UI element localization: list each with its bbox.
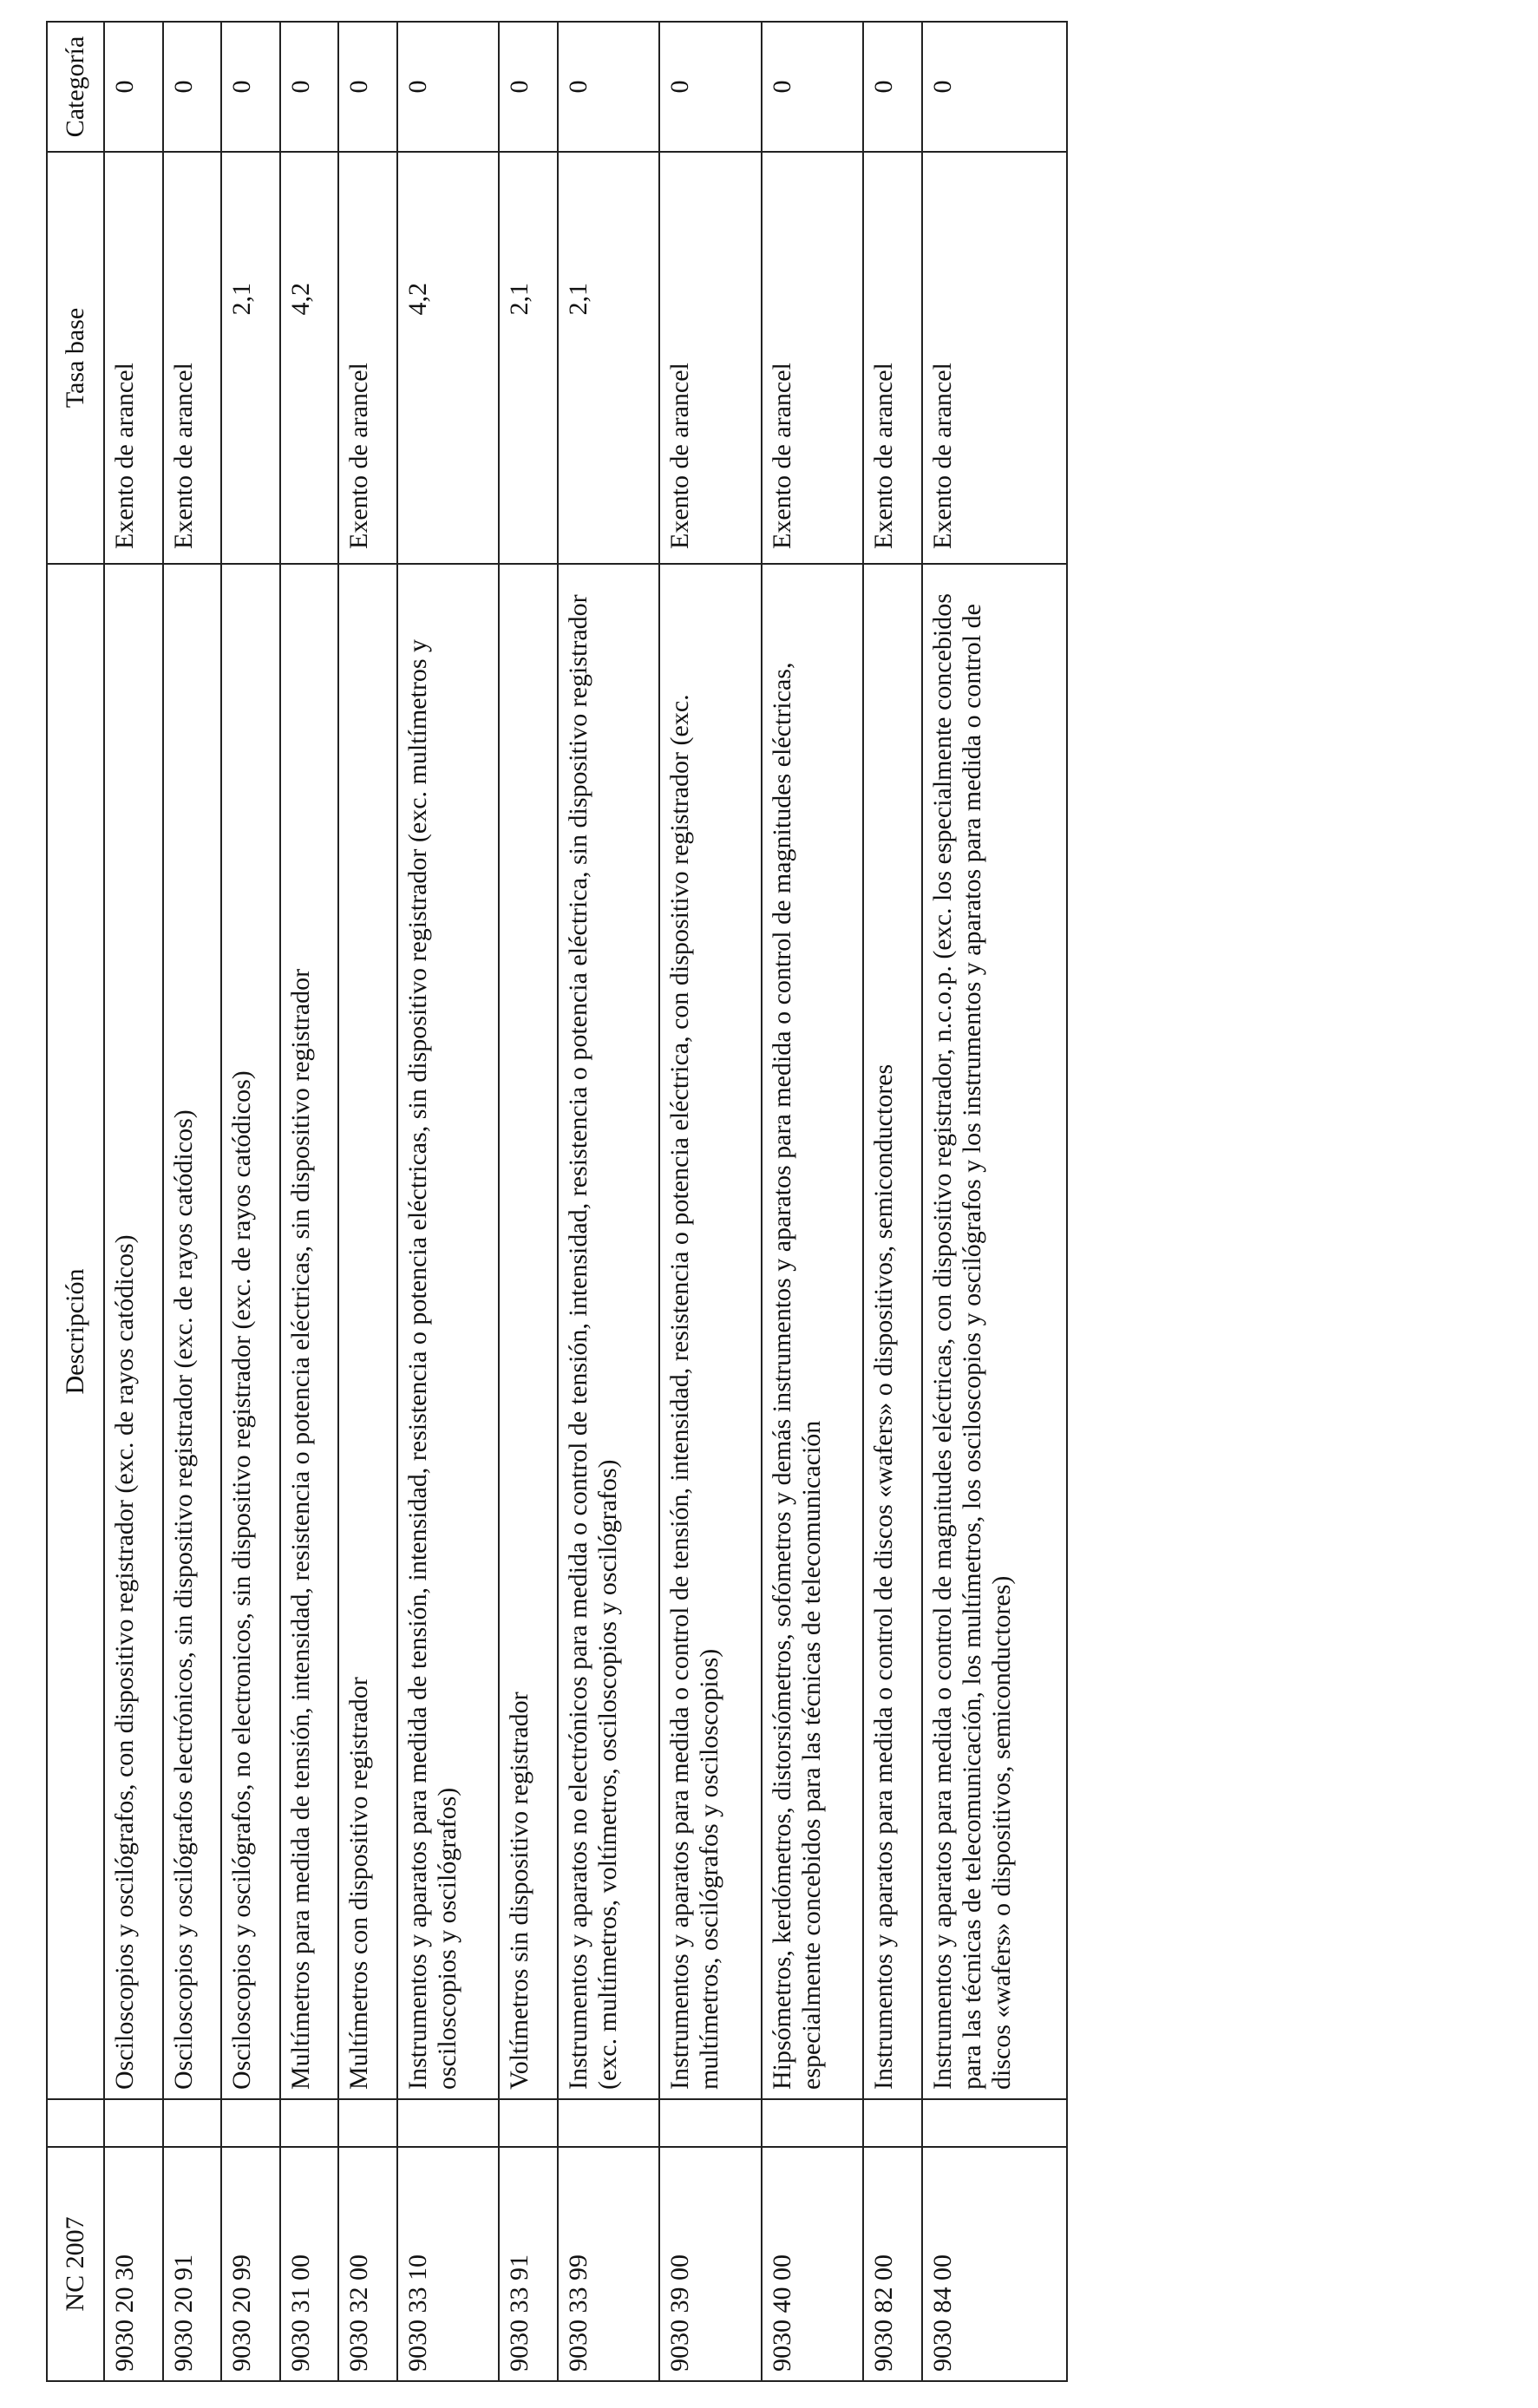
description-cell: Osciloscopios y oscilógrafos electrónicos, sin dispositivo registrador (exc. de rayos catódicos) (163, 564, 222, 2099)
spacer-cell (104, 2099, 163, 2147)
description-cell: Instrumentos y aparatos para medida de tensión, intensidad, resistencia o potencia eléctricas, sin dispositivo registrador (exc. multímetros y osciloscopios y oscilógrafos) (397, 564, 499, 2099)
category-cell: 0 (397, 22, 499, 152)
category-cell: 0 (558, 22, 659, 152)
rotated-page (46, 23, 1068, 2382)
code-cell: 9030 82 00 (863, 2147, 922, 2381)
table-row (104, 22, 163, 2381)
rate-cell: 4,2 (280, 152, 339, 564)
header-spacer (47, 2099, 104, 2147)
table-row (558, 22, 659, 2381)
code-cell: 9030 40 00 (762, 2147, 863, 2381)
table-row (922, 22, 1067, 2381)
category-cell: 0 (659, 22, 761, 152)
rate-cell: Exento de arancel (922, 152, 1067, 564)
header-description: Descripción (47, 564, 104, 2099)
header-category: Categoría (47, 22, 104, 152)
table-row (762, 22, 863, 2381)
spacer-cell (280, 2099, 339, 2147)
rate-cell: Exento de arancel (104, 152, 163, 564)
spacer-cell (338, 2099, 397, 2147)
spacer-cell (397, 2099, 499, 2147)
rate-cell: Exento de arancel (762, 152, 863, 564)
code-cell: 9030 33 10 (397, 2147, 499, 2381)
description-cell: Instrumentos y aparatos no electrónicos para medida o control de tensión, intensidad, resistencia o potencia eléctrica, sin dispositivo registrador (exc. multímetros, voltímetros, osciloscopios y oscilógrafos) (558, 564, 659, 2099)
category-cell: 0 (280, 22, 339, 152)
header-code: NC 2007 (47, 2147, 104, 2381)
code-cell: 9030 33 91 (499, 2147, 558, 2381)
tariff-table (46, 21, 1068, 2382)
spacer-cell (163, 2099, 222, 2147)
code-cell: 9030 31 00 (280, 2147, 339, 2381)
spacer-cell (558, 2099, 659, 2147)
rate-cell: 4,2 (397, 152, 499, 564)
spacer-cell (221, 2099, 280, 2147)
rate-cell: 2,1 (558, 152, 659, 564)
category-cell: 0 (221, 22, 280, 152)
table-row (499, 22, 558, 2381)
rate-cell: Exento de arancel (863, 152, 922, 564)
category-cell: 0 (163, 22, 222, 152)
table-body (104, 22, 1067, 2381)
table-row (163, 22, 222, 2381)
category-cell: 0 (104, 22, 163, 152)
table-row (338, 22, 397, 2381)
rate-cell: Exento de arancel (659, 152, 761, 564)
description-cell: Multímetros con dispositivo registrador (338, 564, 397, 2099)
table-row (280, 22, 339, 2381)
spacer-cell (762, 2099, 863, 2147)
code-cell: 9030 32 00 (338, 2147, 397, 2381)
description-cell: Instrumentos y aparatos para medida o control de discos «wafers» o dispositivos, semiconductores (863, 564, 922, 2099)
table-row (221, 22, 280, 2381)
category-cell: 0 (863, 22, 922, 152)
rate-cell: 2,1 (221, 152, 280, 564)
spacer-cell (922, 2099, 1067, 2147)
code-cell: 9030 20 30 (104, 2147, 163, 2381)
code-cell: 9030 33 99 (558, 2147, 659, 2381)
rate-cell: Exento de arancel (163, 152, 222, 564)
header-rate: Tasa base (47, 152, 104, 564)
description-cell: Osciloscopios y oscilógrafos, con dispositivo registrador (exc. de rayos catódicos) (104, 564, 163, 2099)
spacer-cell (863, 2099, 922, 2147)
description-cell: Hipsómetros, kerdómetros, distorsiómetros, sofómetros y demás instrumentos y aparatos para medida o control de magnitudes eléctricas, especialmente concebidos para las técnicas de telecomunicación (762, 564, 863, 2099)
description-cell: Instrumentos y aparatos para medida o control de magnitudes eléctricas, con dispositivo registrador, n.c.o.p. (exc. los especialmente concebidos para las técnicas de telecomunicación, los multímetros, los osciloscopios y oscilógrafos y los instrumentos y aparatos para medida o control de discos «wafers» o dispositivos, semiconductores) (922, 564, 1067, 2099)
spacer-cell (659, 2099, 761, 2147)
category-cell: 0 (499, 22, 558, 152)
rate-cell: Exento de arancel (338, 152, 397, 564)
description-cell: Multímetros para medida de tensión, intensidad, resistencia o potencia eléctricas, sin dispositivo registrador (280, 564, 339, 2099)
table-row (397, 22, 499, 2381)
code-cell: 9030 20 99 (221, 2147, 280, 2381)
code-cell: 9030 84 00 (922, 2147, 1067, 2381)
code-cell: 9030 39 00 (659, 2147, 761, 2381)
category-cell: 0 (338, 22, 397, 152)
description-cell: Osciloscopios y oscilógrafos, no electronicos, sin dispositivo registrador (exc. de rayos catódicos) (221, 564, 280, 2099)
code-cell: 9030 20 91 (163, 2147, 222, 2381)
category-cell: 0 (762, 22, 863, 152)
table-row (659, 22, 761, 2381)
spacer-cell (499, 2099, 558, 2147)
description-cell: Instrumentos y aparatos para medida o control de tensión, intensidad, resistencia o potencia eléctrica, con dispositivo registrador (exc. multímetros, oscilógrafos y osciloscopios) (659, 564, 761, 2099)
description-cell: Voltímetros sin dispositivo registrador (499, 564, 558, 2099)
category-cell: 0 (922, 22, 1067, 152)
rate-cell: 2,1 (499, 152, 558, 564)
header-row (47, 22, 104, 2381)
table-row (863, 22, 922, 2381)
